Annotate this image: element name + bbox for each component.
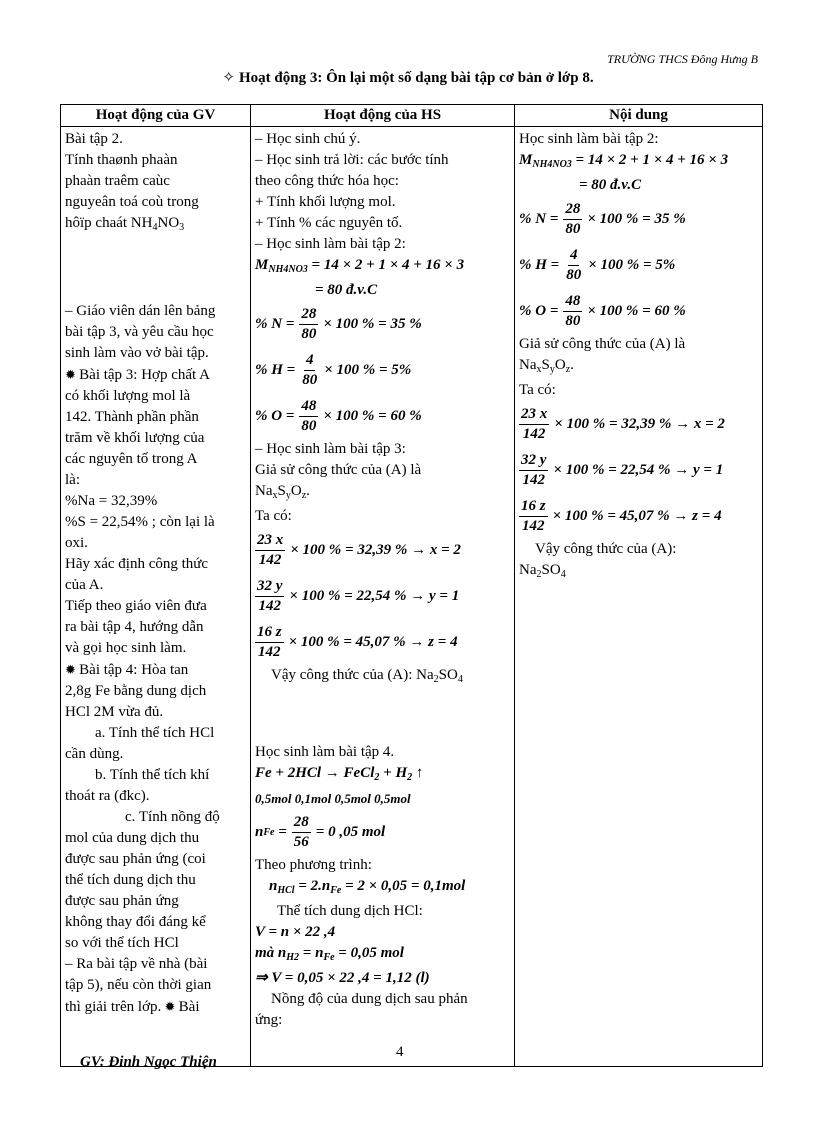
numerator: 28 — [563, 200, 582, 220]
pct-o-eq — [519, 288, 758, 334]
denominator: 142 — [258, 551, 282, 568]
nhcl-eq: $n_{HCl} = 2.n_{Fe} = 2 \times 0,05 = 0,1mol$ — [269, 878, 466, 896]
math-text: × 100 % = 35 % — [587, 210, 686, 227]
gv-line: a. Tính thể tích HCl — [95, 725, 215, 741]
activity-title: Hoạt động 3: Ôn lại một số dạng bài tập cơ bản ở lớp 8. — [239, 70, 594, 86]
fraction — [519, 405, 549, 444]
s-eq — [255, 573, 510, 619]
denominator: 80 — [302, 371, 318, 388]
denominator: 80 — [301, 417, 317, 434]
hs-line: Theo phương trình: — [255, 857, 372, 873]
gv-text: thì giải trên lớp. — [65, 999, 162, 1015]
denominator: 142 — [258, 597, 281, 614]
denominator: 56 — [293, 833, 309, 850]
gv-line: – Ra bài tập về nhà (bài — [65, 956, 208, 972]
gv-line: mol của dung dịch thu — [65, 830, 200, 846]
gv-line: Tiếp theo giáo viên đưa — [65, 598, 207, 614]
author: GV: Đinh Ngọc Thiện — [80, 1054, 217, 1070]
gv-line: có khối lượng mol là — [65, 388, 191, 404]
gv-line: thể tích dung dịch thu — [65, 872, 196, 888]
fraction — [300, 351, 319, 390]
pct-n-eq — [519, 196, 758, 242]
hs-line: Nồng độ của dung dịch sau phản — [271, 991, 468, 1007]
gv-line: 2,8g Fe bằng dung dịch — [65, 683, 207, 699]
math-text: × 100 % = 45,07 % → z = 4 — [552, 507, 722, 524]
gv-line: %Na = 32,39% — [65, 493, 158, 509]
hs-text: Vậy công thức của (A): Na — [271, 667, 434, 683]
gv-line: cần dùng. — [65, 746, 124, 762]
gv-line: và gọi học sinh làm. — [65, 640, 187, 656]
gv-line: thoát ra (đkc). — [65, 788, 150, 804]
math-text: % N = — [255, 315, 295, 332]
numerator: 16 z — [255, 623, 284, 643]
gv-line: phaàn traêm caùc — [65, 173, 170, 189]
nd-cell — [515, 127, 763, 1067]
diamond-icon: ✧ — [222, 70, 235, 86]
denominator: 80 — [565, 312, 581, 329]
denominator: 80 — [565, 220, 581, 237]
hs-line: ứng: — [255, 1012, 283, 1028]
gv-line: tập 5), nếu còn thời gian — [65, 977, 212, 993]
volume-eq: V = n × 22 ,4 — [255, 924, 336, 940]
gv-text: Bài — [178, 999, 200, 1015]
hs-line: Giả sử công thức của (A) là — [255, 462, 422, 478]
gv-line: bài tập 3, và yêu cầu học — [65, 324, 214, 340]
math-text: % N = — [519, 210, 559, 227]
nd-line: Học sinh làm bài tập 2: — [519, 131, 659, 147]
numerator: 23 x — [255, 531, 285, 551]
math-text: = 14 × 2 + 1 × 4 + 16 × 3 — [311, 257, 465, 273]
gv-line — [65, 996, 246, 1018]
math-text: × 100 % = 35 % — [323, 315, 422, 332]
math-text: = 14 × 2 + 1 × 4 + 16 × 3 — [575, 152, 729, 168]
math-text: × 100 % = 22,54 % → y = 1 — [289, 587, 460, 604]
math-text: mà n — [255, 945, 287, 961]
reaction-eq: Fe + 2HCl → FeCl$_2$ + $H_2$ ↑ — [255, 765, 424, 783]
math-text: % H = — [519, 256, 560, 273]
numerator: 28 — [292, 813, 311, 833]
nd-line: Vậy công thức của (A): — [535, 541, 677, 557]
gv-text: hôïp chaát NH — [65, 215, 153, 231]
pct-h-eq — [255, 347, 510, 393]
bullet-icon: ✹ — [65, 662, 80, 677]
gv-line: 142. Thành phần phần — [65, 409, 199, 425]
denominator: 142 — [522, 471, 545, 488]
gv-line: so với thể tích HCl — [65, 935, 179, 951]
nfe-eq: n Fe = $\frac{28}{56}$ = 0 ,05 mol — [255, 813, 386, 850]
nd-line: Ta có: — [519, 382, 556, 398]
header-nd: Nội dung — [515, 105, 763, 127]
gv-line — [65, 659, 246, 681]
header-hs: Hoạt động của HS — [251, 105, 515, 127]
denominator: 80 — [566, 266, 582, 283]
denominator: 142 — [522, 425, 546, 442]
denominator: 142 — [258, 643, 281, 660]
math-text: = 2.n — [298, 878, 331, 894]
molar-mass-result: = 80 đ.v.C — [315, 282, 378, 298]
fraction — [255, 623, 284, 662]
volume-final-eq: ⇒ V = 0,05 × 22 ,4 = 1,12 (l) — [255, 970, 430, 986]
math-text: % O = — [519, 302, 559, 319]
fraction — [564, 246, 583, 285]
hs-line: Học sinh làm bài tập 4. — [255, 744, 395, 760]
gv-line: Bài tập 2. — [65, 131, 123, 147]
hs-line: + Tính % các nguyên tố. — [255, 215, 403, 231]
numerator: 23 x — [519, 405, 549, 425]
math-text: % O = — [255, 407, 295, 424]
ma-eq: mà $n_{H2} = n_{Fe} = 0,05$ mol — [255, 945, 404, 963]
bullet-icon: ✹ — [65, 367, 80, 382]
denominator: 142 — [522, 517, 545, 534]
fraction — [299, 305, 318, 344]
hs-cell — [251, 127, 515, 1067]
gv-line: c. Tính nồng độ — [125, 809, 220, 825]
gv-line: được sau phản ứng (coi — [65, 851, 206, 867]
school-name: TRƯỜNG THCS Đông Hưng B — [607, 52, 758, 66]
hs-line: Ta có: — [255, 508, 292, 524]
activity-heading — [0, 68, 816, 87]
gv-line: được sau phản ứng — [65, 893, 179, 909]
arrow-up-icon: ↑ — [412, 765, 424, 781]
numerator: 4 — [568, 246, 580, 266]
numerator: 48 — [299, 397, 318, 417]
bullet-icon: ✹ — [161, 999, 179, 1014]
gv-line: không thay đổi đáng kể — [65, 914, 206, 930]
math-text: × 100 % = 22,54 % → y = 1 — [553, 461, 724, 478]
gv-line: các nguyên tố trong A — [65, 451, 198, 467]
molar-mass-eq: $M_{NH4NO3} = 14 \times 2 + 1 \times 4 + 16 \times 3$ — [519, 152, 729, 170]
o-eq — [255, 619, 510, 665]
numerator: 48 — [563, 292, 582, 312]
numerator: 32 y — [255, 577, 284, 597]
gv-line: trăm về khối lượng của — [65, 430, 205, 446]
gv-line: oxi. — [65, 535, 88, 551]
hs-line: Vậy công thức của (A): $Na_2SO_4$ — [271, 667, 463, 685]
hs-line: – Học sinh chú ý. — [255, 131, 361, 147]
pct-o-eq — [255, 393, 510, 439]
math-text: × 100 % = 5% — [324, 361, 412, 378]
pct-n-eq — [255, 301, 510, 347]
nd-text: Na — [519, 562, 537, 578]
hs-line: – Học sinh làm bài tập 2: — [255, 236, 406, 252]
gv-line: b. Tính thể tích khí — [95, 767, 210, 783]
math-text: × 100 % = 60 % — [323, 407, 422, 424]
gv-line: Hãy xác định công thức — [65, 556, 209, 572]
table-header-row — [61, 105, 763, 127]
math-text: n — [255, 823, 264, 840]
gv-line: HCl 2M vừa đủ. — [65, 704, 164, 720]
nd-line: Giả sử công thức của (A) là — [519, 336, 686, 352]
hs-line: + Tính khối lượng mol. — [255, 194, 396, 210]
na-eq — [255, 527, 510, 573]
fraction — [563, 292, 582, 331]
gv-line: sinh làm vào vở bài tập. — [65, 345, 209, 361]
fraction — [519, 497, 548, 536]
lesson-table — [60, 104, 763, 1067]
numerator: 16 z — [519, 497, 548, 517]
denominator: 80 — [301, 325, 317, 342]
math-text: × 100 % = 60 % — [587, 302, 686, 319]
table-body-row — [61, 127, 763, 1067]
numerator: 28 — [299, 305, 318, 325]
fraction — [519, 451, 548, 490]
hs-line: – Học sinh trả lời: các bước tính — [255, 152, 449, 168]
nd-line: $Na_xS_yO_z$. — [519, 357, 574, 375]
molar-mass-eq: $M_{NH4NO3} = 14 \times 2 + 1 \times 4 + 16 \times 3$ — [255, 257, 465, 275]
gv-text: Bài tập 4: Hòa tan — [79, 662, 189, 678]
na-eq — [519, 401, 758, 447]
nd-line: $Na_2SO_4$ — [519, 562, 566, 580]
reaction-moles: 0,5mol 0,1mol 0,5mol 0,5mol — [255, 791, 411, 806]
math-text: + H — [379, 765, 408, 781]
header-gv: Hoạt động của GV — [61, 105, 251, 127]
s-eq — [519, 447, 758, 493]
gv-line — [65, 364, 246, 386]
gv-line: %S = 22,54% ; còn lại là — [65, 514, 215, 530]
gv-line: của A. — [65, 577, 104, 593]
math-text: = 2 × 0,05 = 0,1mol — [341, 878, 466, 894]
fraction — [255, 577, 284, 616]
math-text: × 100 % = 45,07 % → z = 4 — [288, 633, 458, 650]
page-number: 4 — [396, 1044, 404, 1060]
numerator: 4 — [304, 351, 316, 371]
gv-line: hôïp chaát $NH_4NO_3$ — [65, 215, 185, 233]
gv-line: – Giáo viên dán lên bảng — [65, 303, 216, 319]
hs-line: $Na_xS_yO_z$. — [255, 483, 310, 501]
hs-line: Thể tích dung dịch HCl: — [277, 903, 423, 919]
math-text: Fe + 2HCl → FeCl — [255, 765, 375, 781]
hs-line: theo công thức hóa học: — [255, 173, 399, 189]
molar-mass-result: = 80 đ.v.C — [579, 177, 642, 193]
gv-line: nguyeân toá coù trong — [65, 194, 199, 210]
gv-text: Bài tập 3: Hợp chất A — [79, 367, 210, 383]
gv-line: Tính thaønh phaàn — [65, 152, 178, 168]
gv-cell — [61, 127, 251, 1067]
gv-line: là: — [65, 472, 80, 488]
fraction — [292, 813, 311, 852]
numerator: 32 y — [519, 451, 548, 471]
math-text: = 0 ,05 mol — [315, 823, 386, 840]
hs-line: – Học sinh làm bài tập 3: — [255, 441, 406, 457]
math-text: × 100 % = 5% — [588, 256, 676, 273]
math-text: % H = — [255, 361, 296, 378]
fraction — [299, 397, 318, 436]
math-text: × 100 % = 32,39 % → x = 2 — [554, 415, 725, 432]
fraction — [563, 200, 582, 239]
gv-line: ra bài tập 4, hướng dẫn — [65, 619, 204, 635]
fraction — [255, 531, 285, 570]
pct-h-eq — [519, 242, 758, 288]
math-text: × 100 % = 32,39 % → x = 2 — [290, 541, 461, 558]
math-text: = 0,05 mol — [334, 945, 404, 961]
o-eq — [519, 493, 758, 539]
